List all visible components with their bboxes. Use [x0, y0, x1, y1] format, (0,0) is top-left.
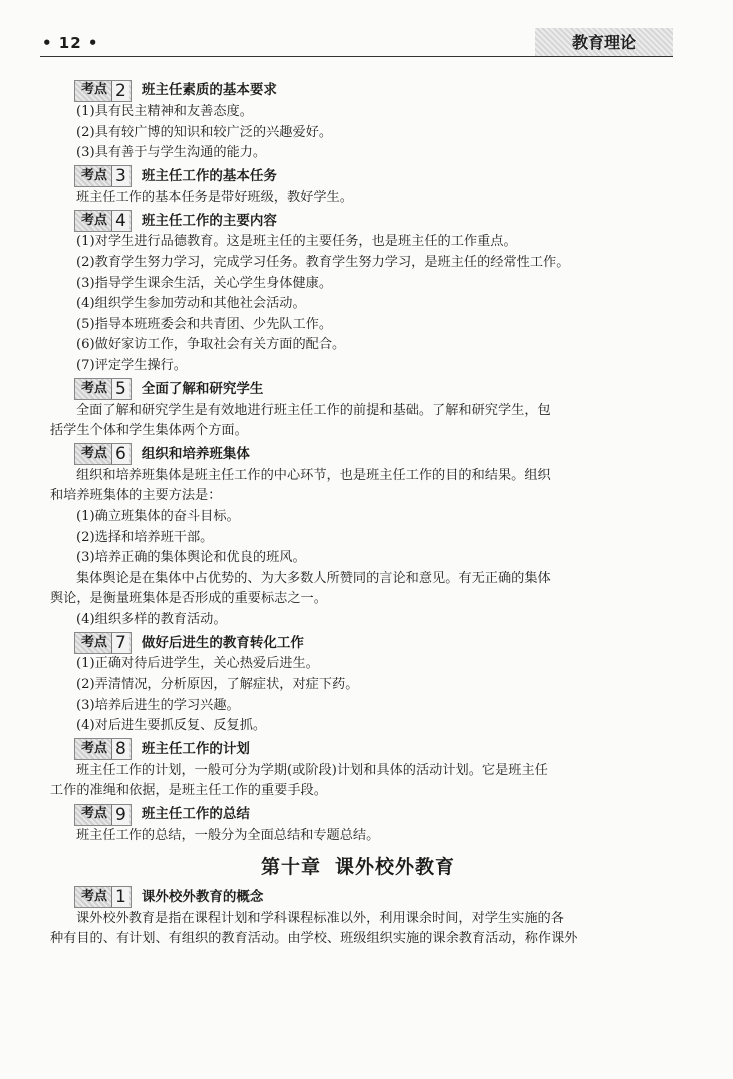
kaodian-title: 全面了解和研究学生: [141, 380, 264, 397]
kaodian-heading: [74, 209, 676, 232]
kaodian-heading: [74, 738, 676, 761]
page-content: [50, 78, 676, 950]
kaodian-heading: [74, 631, 676, 654]
text-line: (4)组织学生参加劳动和其他社会活动。: [76, 296, 306, 312]
kaodian-number: 5: [111, 379, 129, 399]
text-line: 班主任工作的基本任务是带好班级，教好学生。: [76, 189, 353, 205]
kaodian-title: 做好后进生的教育转化工作: [141, 634, 304, 651]
text-line: (2)弄清情况，分析原因，了解症状，对症下药。: [76, 677, 359, 693]
kaodian-title: 组织和培养班集体: [141, 445, 250, 462]
text-line: (3)培养正确的集体舆论和优良的班风。: [76, 550, 306, 566]
text-line: 组织和培养班集体是班主任工作的中心环节，也是班主任工作的目的和结果。组织: [76, 467, 551, 483]
page-number: • 12 •: [42, 34, 99, 52]
text-line: (3)具有善于与学生沟通的能力。: [76, 145, 267, 161]
text-line: 集体舆论是在集体中占优势的、为大多数人所赞同的言论和意见。有无正确的集体: [76, 570, 551, 586]
kaodian-badge: [74, 80, 132, 102]
page-header: [40, 28, 673, 57]
kaodian-title: 班主任工作的主要内容: [141, 212, 277, 229]
kaodian-number: 7: [111, 633, 129, 653]
kaodian-label: 考点: [81, 212, 108, 228]
kaodian-badge: [74, 738, 132, 760]
chapter-title: 课外校外教育: [335, 855, 456, 878]
text-line-continued: 舆论，是衡量班集体是否形成的重要标志之一。: [50, 591, 327, 607]
text-line: (1)具有民主精神和友善态度。: [76, 104, 253, 119]
kaodian-badge: [74, 443, 132, 465]
kaodian-label: 考点: [81, 888, 108, 904]
kaodian-label: 考点: [81, 806, 108, 822]
section-title: 教育理论: [535, 28, 673, 56]
text-line-continued: 括学生个体和学生集体两个方面。: [50, 423, 248, 439]
kaodian-number: 6: [111, 444, 129, 464]
text-line: 课外校外教育是指在课程计划和学科课程标准以外，利用课余时间，对学生实施的各: [76, 910, 564, 926]
kaodian-heading: [74, 378, 676, 401]
kaodian-number: 9: [111, 805, 129, 825]
kaodian-title: 班主任工作的总结: [141, 806, 250, 823]
kaodian-label: 考点: [81, 445, 108, 461]
text-line-continued: 种有目的、有计划、有组织的教育活动。由学校、班级组织实施的课余教育活动，称作课外: [50, 931, 578, 947]
text-line: (2)教育学生努力学习，完成学习任务。教育学生努力学习，是班主任的经常性工作。: [76, 254, 570, 270]
text-line: (1)确立班集体的奋斗目标。: [76, 508, 240, 524]
text-line: (4)对后进生要抓反复、反复抓。: [76, 718, 267, 734]
kaodian-badge: [74, 632, 132, 654]
text-line: (1)正确对待后进学生，关心热爱后进生。: [76, 656, 319, 672]
kaodian-number: 1: [111, 887, 129, 907]
kaodian-title: 班主任工作的基本任务: [141, 167, 277, 184]
kaodian-label: 考点: [81, 741, 108, 757]
kaodian-heading: [74, 443, 676, 466]
kaodian-label: 考点: [81, 634, 108, 650]
text-line-continued: 和培养班集体的主要方法是：: [50, 488, 222, 504]
text-line: (1)对学生进行品德教育。这是班主任的主要任务，也是班主任的工作重点。: [76, 234, 517, 250]
kaodian-label: 考点: [81, 167, 108, 183]
kaodian-badge: [74, 886, 132, 908]
text-line: 班主任工作的计划，一般可分为学期(或阶段)计划和具体的活动计划。它是班主任: [76, 762, 548, 778]
kaodian-number: 3: [111, 166, 129, 186]
kaodian-badge: [74, 378, 132, 400]
text-line: (2)具有较广博的知识和较广泛的兴趣爱好。: [76, 124, 333, 140]
kaodian-title: 班主任素质的基本要求: [141, 82, 277, 99]
text-line: (7)评定学生操行。: [76, 357, 187, 373]
chapter-number: 第十章: [260, 855, 321, 878]
text-line: 班主任工作的总结，一般分为全面总结和专题总结。: [76, 828, 380, 844]
kaodian-badge: [74, 165, 132, 187]
text-line: (6)做好家访工作，争取社会有关方面的配合。: [76, 337, 346, 353]
kaodian-number: 2: [111, 81, 129, 101]
text-line: (3)培养后进生的学习兴趣。: [76, 697, 240, 713]
text-line: (2)选择和培养班干部。: [76, 529, 214, 545]
kaodian-badge: [74, 804, 132, 826]
kaodian-number: 4: [111, 211, 129, 231]
kaodian-heading: [74, 79, 676, 102]
kaodian-title: 班主任工作的计划: [141, 741, 250, 758]
kaodian-badge: [74, 210, 132, 232]
text-line: (4)组织多样的教育活动。: [76, 611, 227, 627]
kaodian-heading: [74, 803, 676, 826]
kaodian-heading: [74, 886, 676, 909]
kaodian-label: 考点: [81, 82, 108, 98]
text-line: (3)指导学生课余生活，关心学生身体健康。: [76, 275, 333, 291]
kaodian-title: 课外校外教育的概念: [141, 888, 264, 905]
kaodian-heading: [74, 165, 676, 188]
text-line: 全面了解和研究学生是有效地进行班主任工作的前提和基础。了解和研究学生，包: [76, 402, 551, 418]
text-line: (5)指导本班班委会和共青团、少先队工作。: [76, 316, 333, 332]
chapter-heading: [40, 847, 676, 885]
kaodian-label: 考点: [81, 380, 108, 396]
text-line-continued: 工作的准绳和依据，是班主任工作的重要手段。: [50, 783, 327, 799]
kaodian-number: 8: [111, 739, 129, 759]
